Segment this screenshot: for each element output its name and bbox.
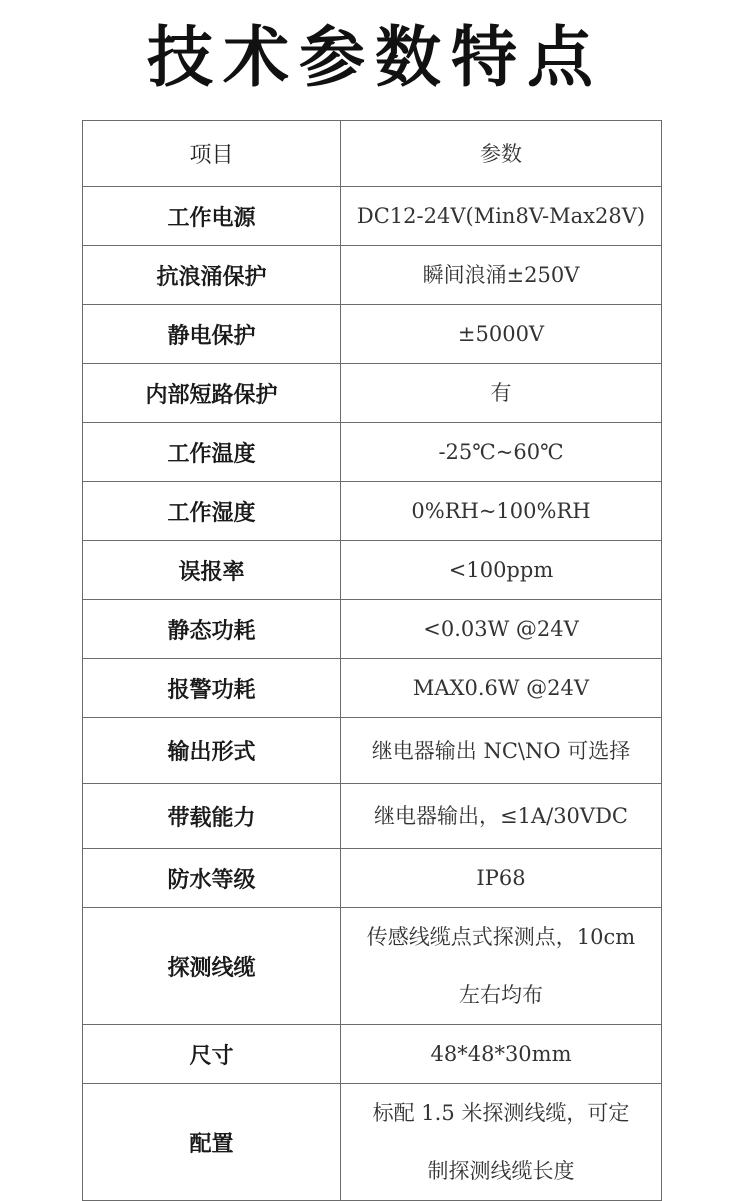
row-item: 工作温度 — [83, 423, 341, 482]
row-value: -25℃~60℃ — [341, 423, 662, 482]
table-row — [83, 1025, 662, 1084]
row-item: 误报率 — [83, 541, 341, 600]
row-value-line: 制探测线缆长度 — [427, 1159, 575, 1183]
spec-table — [82, 120, 662, 1201]
row-value — [341, 1084, 662, 1201]
row-value: <0.03W @24V — [341, 600, 662, 659]
row-value: MAX0.6W @24V — [341, 659, 662, 718]
row-value: 继电器输出，≤1A/30VDC — [341, 784, 662, 849]
table-row — [83, 908, 662, 1025]
row-item: 内部短路保护 — [83, 364, 341, 423]
table-row — [83, 659, 662, 718]
table-row — [83, 541, 662, 600]
header-param: 参数 — [341, 121, 662, 187]
row-value — [341, 908, 662, 1025]
row-value: 48*48*30mm — [341, 1025, 662, 1084]
row-value: <100ppm — [341, 541, 662, 600]
page-title: 技术参数特点 — [147, 19, 603, 96]
row-value: 有 — [341, 364, 662, 423]
row-item: 静电保护 — [83, 305, 341, 364]
row-value: DC12-24V(Min8V-Max28V) — [341, 187, 662, 246]
table-row — [83, 1084, 662, 1201]
header-item: 项目 — [83, 121, 341, 187]
row-item: 工作湿度 — [83, 482, 341, 541]
row-item: 抗浪涌保护 — [83, 246, 341, 305]
table-row — [83, 246, 662, 305]
row-item: 带载能力 — [83, 784, 341, 849]
row-item: 报警功耗 — [83, 659, 341, 718]
table-row — [83, 600, 662, 659]
table-row — [83, 718, 662, 784]
row-value: IP68 — [341, 849, 662, 908]
row-value: 0%RH~100%RH — [341, 482, 662, 541]
row-value-line: 标配 1.5 米探测线缆，可定 — [372, 1101, 630, 1125]
row-value: ±5000V — [341, 305, 662, 364]
table-row — [83, 305, 662, 364]
row-item: 配置 — [83, 1084, 341, 1201]
row-value-line: 左右均布 — [459, 983, 543, 1007]
row-item: 工作电源 — [83, 187, 341, 246]
row-value: 继电器输出 NC\NO 可选择 — [341, 718, 662, 784]
row-value-line: 传感线缆点式探测点，10cm — [366, 925, 636, 949]
row-item: 尺寸 — [83, 1025, 341, 1084]
table-row — [83, 187, 662, 246]
row-value: 瞬间浪涌±250V — [341, 246, 662, 305]
row-item: 探测线缆 — [83, 908, 341, 1025]
row-item: 输出形式 — [83, 718, 341, 784]
table-header-row — [83, 121, 662, 187]
table-row — [83, 849, 662, 908]
table-row — [83, 784, 662, 849]
row-item: 静态功耗 — [83, 600, 341, 659]
table-row — [83, 423, 662, 482]
table-row — [83, 482, 662, 541]
row-item: 防水等级 — [83, 849, 341, 908]
table-row — [83, 364, 662, 423]
